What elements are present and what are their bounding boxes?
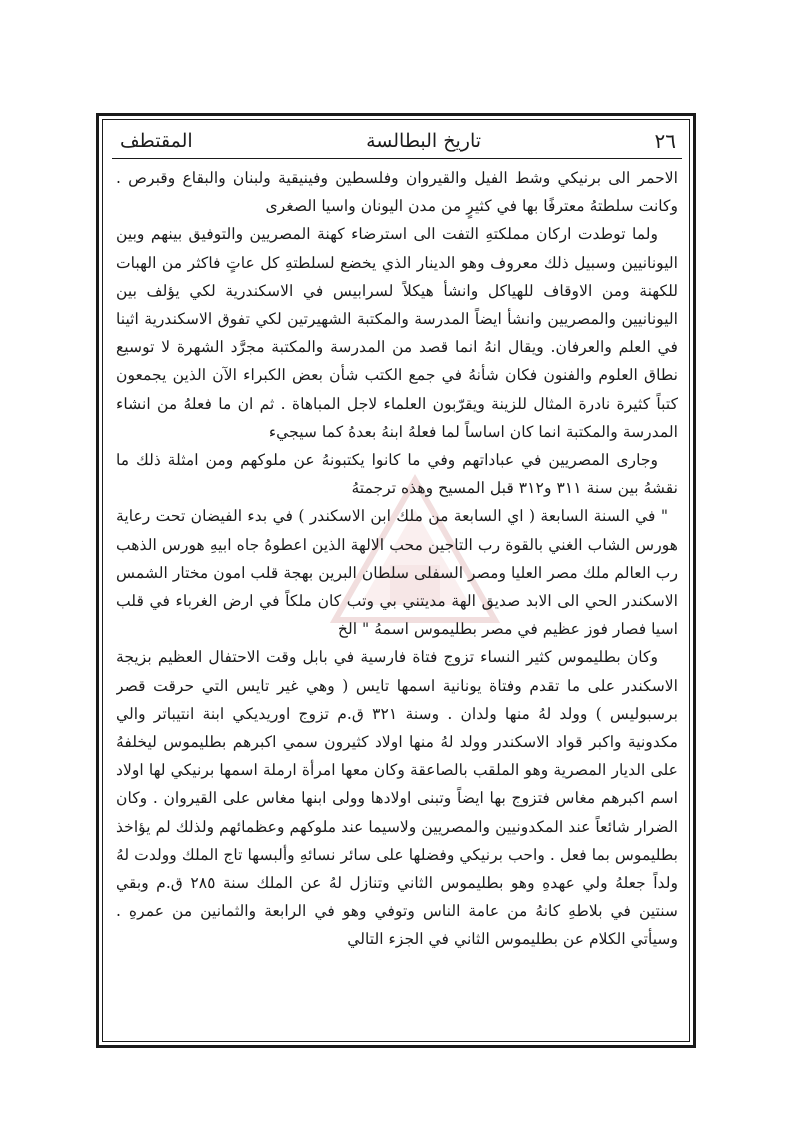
inscription-quote: " في السنة السابعة ( اي السابعة من ملك ابن الاسكندر ) في بدء الفيضان تحت رعاية هورس الشاب الغني بالقوة رب التاجين محب الالهة الذين اعطوهُ جاه ابيهِ هورس الذهب رب العالم ملك مصر العليا ومصر السفلى سلطان البرين بهجة قلب امون مختار الشمس الاسكندر الحي الى الابد صديق الهة مديتني بي وتب كان ملكاً في ارض الغرباء في قلب اسيا فصار فوز عظيم في مصر بطليموس اسمهُ " الخ bbox=[116, 507, 678, 639]
paragraph: ولما توطدت اركان مملكتهِ التفت الى استرضاء كهنة المصريين والتوفيق بينهم وبين اليونانيين وسبيل ذلك معروف وهو الدينار الذي يخضع لسلطتهِ كل عاتٍ فاكثر من الهبات للكهنة ومن الاوقاف للهياكل وانشأ هيكلاً لسرابيس في الاسكندرية لكي يؤلف بين اليونانيين والمصريين وانشأ ايضاً المدرسة والمكتبة الشهيرتين لكي تفوق الاسكندرية اثينا في العلم والعرفان. ويقال انهُ انما قصد من المدرسة والمكتبة مجرَّد الشهرة لا توسيع نطاق العلوم والفنون فكان شأنهُ في جمع الكتب شأن بعض الكبراء الآن الذين يجمعون كتباً كثيرة نادرة المثال للزينة ويقرّبون العلماء لاجل المباهاة . ثم ان ما فعلهُ من انشاء المدرسة والمكتبة انما كان اساساً لما فعلهُ ابنهُ بعدهُ كما سيجيء bbox=[116, 225, 678, 441]
paragraph: وكان بطليموس كثير النساء تزوج فتاة فارسية في بابل وقت الاحتفال العظيم بزيجة الاسكندر على ما تقدم وفتاة يونانية اسمها تايس ( وهي غير تايس التي حرقت قصر برسبوليس ) وولد لهُ منها ولدان . وسنة ٣٢١ ق.م تزوج اوريديكي ابنة انتيباتر والي مكدونية واكبر قواد الاسكندر وولد لهُ منها اولاد كثيرون سمي اكبرهم بطليموس ليخلفهُ على الديار المصرية وهو الملقب بالصاعقة وكان معها امرأة ارملة اسمها برنيكي لها اولاد اسم اكبرهم مغاس فتزوج بها ايضاً وتبنى اولادها وولى ابنها مغاس على القيروان . وكان الضرار شائعاً عند المكدونيين والمصريين ولاسيما عند ملوكهم وعظمائهم ولذلك لم يؤاخذ بطليموس بما فعل . واحب برنيكي وفضلها على سائر نسائهِ وألبسها تاج الملك وولدت لهُ ولداً جعلهُ ولي عهدهِ وهو بطليموس الثاني وتنازل لهُ عن الملك سنة ٢٨٥ ق.م وبقي سنتين في بلاطهِ كانهُ من عامة الناس وتوفي وهو في الرابعة والثمانين من عمرهِ . وسيأتي الكلام عن بطليموس الثاني في الجزء التالي bbox=[116, 648, 678, 949]
running-header bbox=[120, 126, 676, 156]
article-body bbox=[116, 164, 678, 1034]
page-number: ٢٦ bbox=[654, 129, 676, 153]
journal-name: المقتطف bbox=[120, 130, 193, 152]
paragraph: وجارى المصريين في عباداتهم وفي ما كانوا يكتبونهُ عن ملوكهم ومن امثلة ذلك ما نقشهُ بين سنة ٣١١ و٣١٢ قبل المسيح وهذه ترجمتهُ bbox=[116, 451, 678, 498]
header-rule bbox=[112, 158, 682, 159]
running-title: تاريخ البطالسة bbox=[366, 130, 482, 152]
paragraph: الاحمر الى برنيكي وشط الفيل والقيروان وفلسطين وفينيقية ولبنان والبقاع وقبرص . وكانت سلطتهُ معترفًا بها في كثيرٍ من مدن اليونان واسيا الصغرى bbox=[116, 169, 678, 216]
